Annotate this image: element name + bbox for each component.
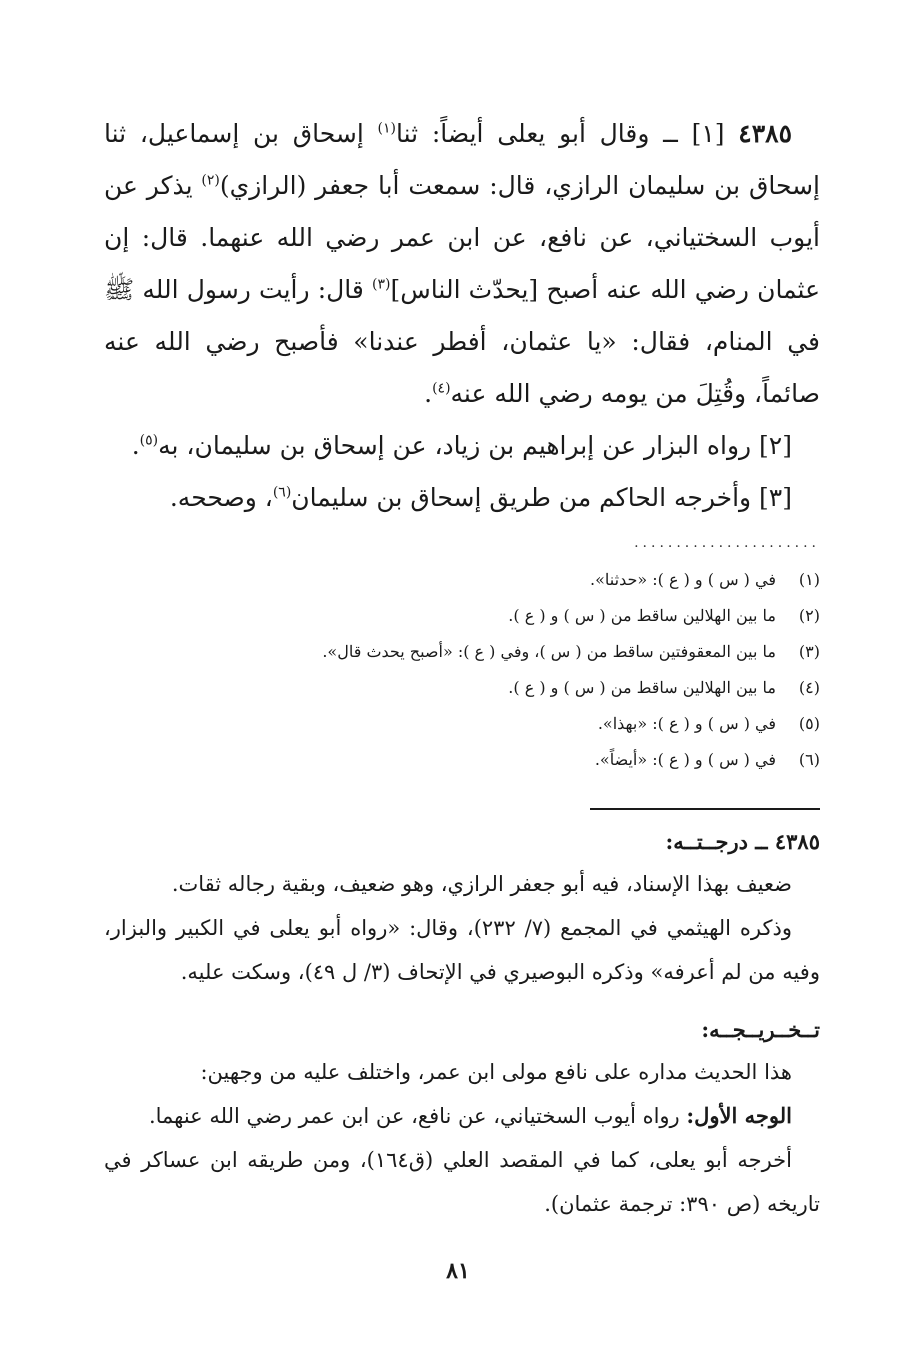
footnote-ref-3: (٣): [372, 276, 391, 293]
footnote-ref-5: (٥): [139, 432, 159, 449]
hadith-text-segment: .: [424, 379, 433, 408]
grading-heading: ٤٣٨٥ ــ درجــتــه:: [665, 829, 820, 854]
footnotes-list: [104, 562, 820, 778]
footnote-number: (٦): [798, 750, 820, 769]
hadith-text-segment: قال: رأيت رسول الله ﷺ في المنام، فقال: «يا عثمان، أفطر عندنا» فأصبح رضي الله عنه صائماً، وقُتِلَ من يومه رضي الله عنه: [104, 275, 820, 408]
footnote-item: [104, 562, 820, 598]
takhrij-heading: تــخــريــجــه:: [701, 1017, 820, 1042]
hadith-number: ٤٣٨٥: [738, 119, 793, 148]
footnote-ref-2: (٢): [201, 172, 220, 189]
narration-marker-1: [١]: [691, 119, 725, 148]
footnote-item: [104, 634, 820, 670]
hadith-paragraph-3: [104, 472, 820, 524]
footnote-ref-1: (١): [377, 120, 396, 137]
hadith-main-text: [104, 108, 820, 524]
footnote-number: (٢): [798, 606, 820, 625]
grading-paragraph-2: وذكره الهيثمي في المجمع (٧/ ٢٣٢)، وقال: «رواه أبو يعلى في الكبير والبزار، وفيه من لم أعرفه» وذكره البوصيري في الإتحاف (٣/ ل ٤٩)، وسكت عليه.: [104, 916, 820, 984]
footnote-ref-6: (٦): [272, 484, 292, 501]
footnote-item: [104, 598, 820, 634]
takhrij-paragraph-1: هذا الحديث مداره على نافع مولى ابن عمر، واختلف عليه من وجهين:: [200, 1060, 792, 1084]
footnote-number: (١): [798, 570, 820, 589]
hadith-text-segment: [٢] رواه البزار عن إبراهيم بن زياد، عن إسحاق بن سليمان، به: [158, 431, 792, 460]
footnote-number: (٥): [798, 714, 820, 733]
grading-paragraph-1: ضعيف بهذا الإسناد، فيه أبو جعفر الرازي، وهو ضعيف، وبقية رجاله ثقات.: [171, 872, 792, 896]
footnote-text: ما بين الهلالين ساقط من ( س ) و ( ع ).: [508, 606, 776, 625]
takhrij-paragraph-3: أخرجه أبو يعلى، كما في المقصد العلي (ق١٦٤)، ومن طريقه ابن عساكر في تاريخه (ص ٣٩٠: ترجمة عثمان).: [104, 1148, 820, 1216]
hadith-text-segment: [٣] وأخرجه الحاكم من طريق إسحاق بن سليمان: [291, 483, 792, 512]
hadith-paragraph-1: [104, 108, 820, 420]
hadith-text-segment: إسحاق بن إسماعيل، ثنا إسحاق بن سليمان الرازي، قال: سمعت أبا جعفر (الرازي): [104, 119, 820, 200]
section-divider: [590, 808, 820, 810]
page-number: ٨١: [446, 1258, 470, 1284]
hadith-text-segment: يذكر عن أيوب السختياني، عن نافع، عن ابن عمر رضي الله عنهما. قال: إن عثمان رضي الله عنه أصبح [يحدّث الناس]: [104, 171, 820, 304]
spacer: [104, 994, 820, 1010]
takhrij-paragraph-2: [104, 1094, 820, 1138]
footnote-text: في ( س ) و ( ع ): «أيضاً».: [594, 750, 776, 769]
footnote-text: في ( س ) و ( ع ): «بهذا».: [597, 714, 776, 733]
hadith-paragraph-2: [104, 420, 820, 472]
takhrij-section: [104, 1010, 820, 1226]
hadith-text-segment: ، وصححه.: [169, 483, 273, 512]
footnote-item: [104, 742, 820, 778]
hadith-text-segment: .: [131, 431, 140, 460]
footnote-text: في ( س ) و ( ع ): «حدثنا».: [590, 570, 776, 589]
footnote-item: [104, 670, 820, 706]
takhrij-first-way-label: الوجه الأول:: [686, 1103, 792, 1128]
footnote-item: [104, 706, 820, 742]
footnote-ref-4: (٤): [432, 380, 451, 397]
footnote-separator: ......................: [634, 538, 820, 548]
grading-section: [104, 822, 820, 994]
footnote-text: ما بين المعقوفتين ساقط من ( س )، وفي ( ع ): «أصبح يحدث قال».: [322, 642, 776, 661]
footnote-number: (٤): [798, 678, 820, 697]
footnote-number: (٣): [798, 642, 820, 661]
takhrij-first-way-text: رواه أيوب السختياني، عن نافع، عن ابن عمر رضي الله عنهما.: [148, 1104, 687, 1128]
footnote-text: ما بين الهلالين ساقط من ( س ) و ( ع ).: [508, 678, 776, 697]
hadith-text-segment: ــ وقال أبو يعلى أيضاً: ثنا: [396, 119, 678, 148]
